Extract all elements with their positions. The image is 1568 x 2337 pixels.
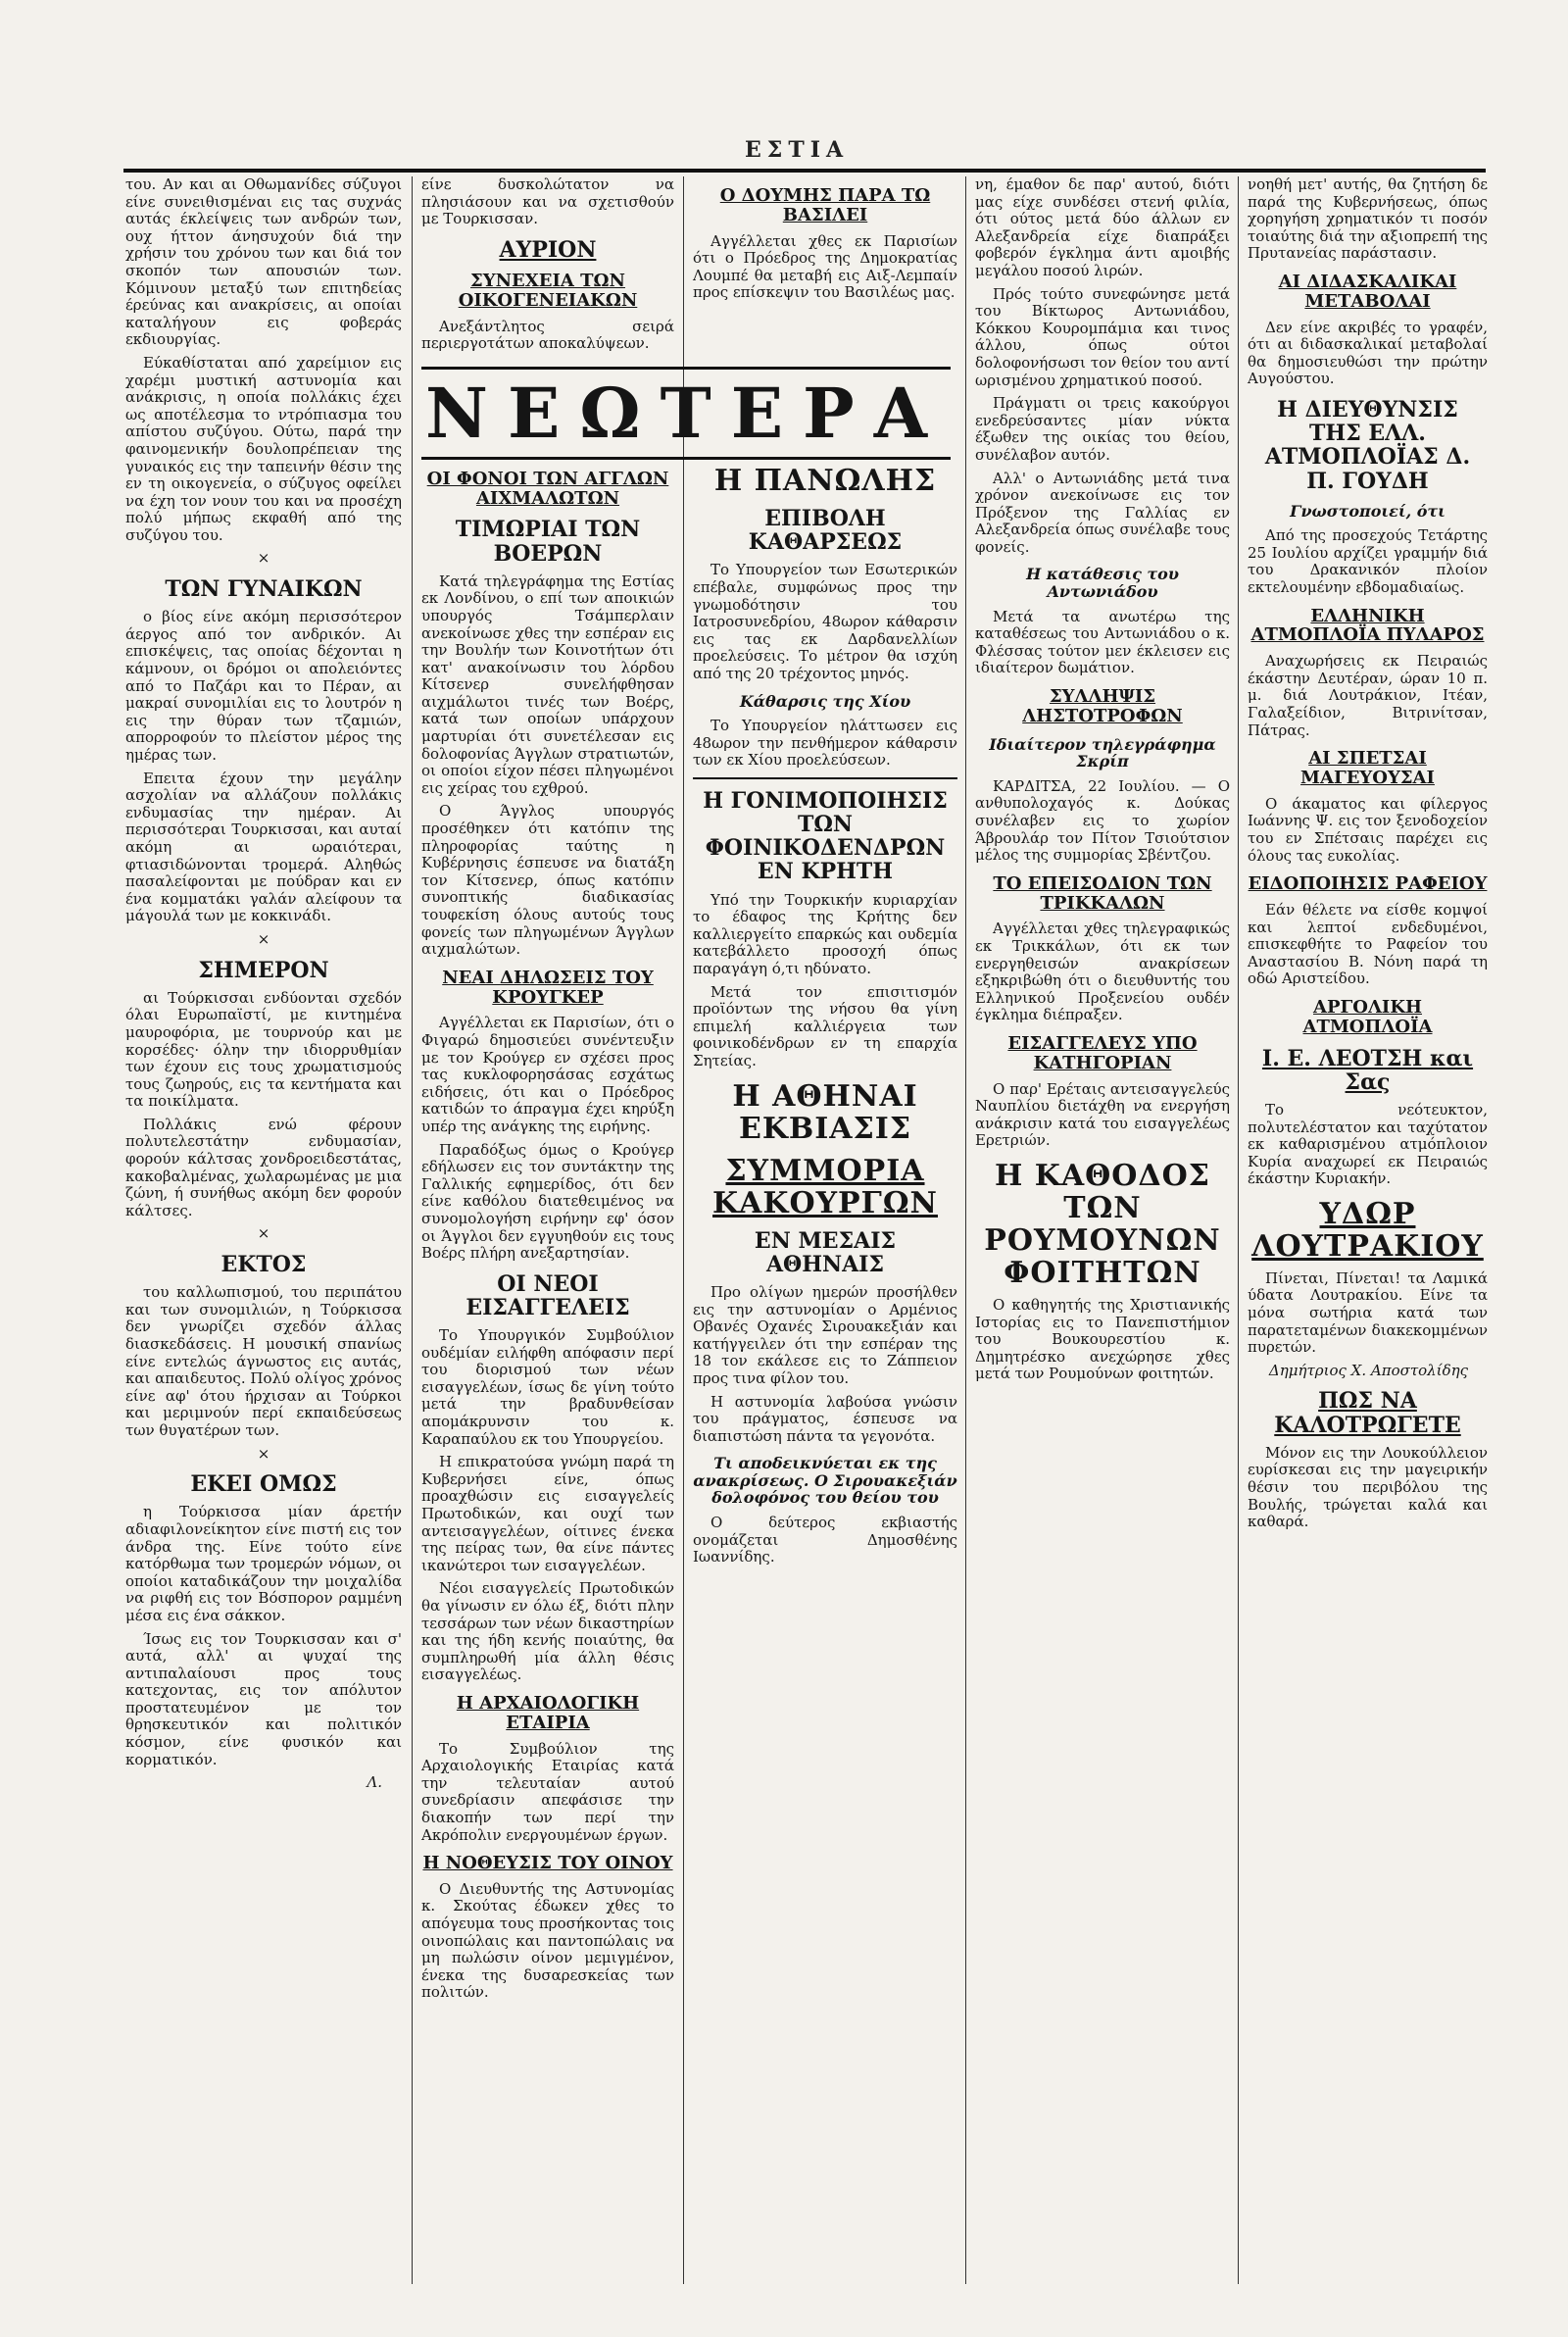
section-heading: ΠΩΣ ΝΑ ΚΑΛΟΤΡΩΓΕΤΕ <box>1274 1388 1461 1438</box>
paragraph: Αλλ' ο Αντωνιάδης μετά τινα χρόνον ανεκοίνωσε εις τον Πρόξενον της Γαλλίας εν Αλεξανδρεία όπως συνέλαβε τους φονείς. <box>975 469 1230 556</box>
paragraph: ΚΑΡΔΙΤΣΑ, 22 Ιουλίου. — Ο ανθυπολοχαγός κ. Δούκας συνέλαβεν εις το χωρίον Άβρουλάρ τον Πίτον Τσιούτσιον μέλος της συμμορίας Σβέντζου. <box>975 776 1230 865</box>
column-4 <box>975 176 1230 2284</box>
section-heading: ΟΙ ΝΕΟΙ ΕΙΣΑΓΓΕΛΕΙΣ <box>466 1270 630 1320</box>
section-heading: Η κατάθεσις του Αντωνιάδου <box>1026 565 1179 602</box>
separator: × <box>257 1444 270 1463</box>
section-heading: ΤΙΜΩΡΙΑΙ ΤΩΝ ΒΟΕΡΩΝ <box>455 517 641 567</box>
paragraph: Ανεξάντλητος σειρά περιεργοτάτων αποκαλύψεων. <box>421 317 674 353</box>
column-3 <box>693 176 957 2284</box>
section-heading: ΕΝ ΜΕΣΑΙΣ ΑΘΗΝΑΙΣ <box>754 1227 897 1277</box>
paragraph: Δεν είνε ακριβές το γραφέν, ότι αι διδασκαλικαί μεταβολαί θα δημοσιευθώσι την πρώτην Αυγούστου. <box>1248 318 1488 388</box>
section-heading: ΣΥΝΕΧΕΙΑ ΤΩΝ ΟΙΚΟΓΕΝΕΙΑΚΩΝ <box>458 270 638 311</box>
signature: Δημήτριος Χ. Αποστολίδης <box>1268 1361 1468 1379</box>
paragraph: Πολλάκις ενώ φέρουν πολυτελεστάτην ενδυμασίαν, φορούν κάλτσας χονδροειδεστάτας, κακοβαλμένας, χωλαρωμένας με μια ζώνη, ή συνήθως ακόμη δεν φορούν κάλτσες. <box>125 1115 402 1219</box>
masthead-fragment: ΕΣΤΙΑ <box>745 137 850 163</box>
separator: × <box>257 929 270 948</box>
paragraph: νοηθή μετ' αυτής, θα ζητήση δε παρά της Κυβερνήσεως, όπως χορηγήση χρηματικόν τι ποσόν τοιαύτης διά την αξιοπρεπή της Πρυτανείας παράστασιν. <box>1248 175 1488 263</box>
signature: Λ. <box>367 1773 382 1792</box>
column-rule <box>683 176 684 2284</box>
section-heading: ΝΕΑΙ ΔΗΛΩΣΕΙΣ ΤΟΥ ΚΡΟΥΓΚΕΡ <box>442 967 654 1008</box>
section-heading: ΥΔΩΡ ΛΟΥΤΡΑΚΙΟΥ <box>1251 1196 1484 1264</box>
paragraph: Πίνεται, Πίνεται! τα Λαμικά ύδατα Λουτρακίου. Είνε τα μόνα σωτήρια κατά των παρατεταμένων διακεκομμένων πυρετών. <box>1248 1268 1488 1357</box>
news-banner-heading: ΝΕΩΤΕΡΑ <box>421 367 951 460</box>
paragraph: Μετά τα ανωτέρω της καταθέσεως του Αντωνιάδου ο κ. Φλέσσας τούτον μεν έκλεισεν εις ιδιαίτερον δωμάτιον. <box>975 607 1230 677</box>
paragraph: Ο καθηγητής της Χριστιανικής Ιστορίας εις το Πανεπιστήμιον του Βουκουρεστίου κ. Δημητρέσκο ανεχώρησε χθες μετά των Ρουμούνων φοιτητών. <box>975 1295 1230 1383</box>
banner-spacer <box>693 308 957 455</box>
paragraph: Προ ολίγων ημερών προσήλθεν εις την αστυνομίαν ο Αρμένιος Οβανές Οχανές Σιρουακεξιάν και κατήγγειλεν ότι την εσπέραν της 18 τον εκάλεσε εις το Ζάππειον προς τινα φίλον του. <box>693 1282 957 1387</box>
section-heading: ΑΥΡΙΟΝ <box>499 236 597 263</box>
paragraph: Εύκαθίσταται από χαρείμιον εις χαρέμι μυστική αστυνομία και ανάκρισις, η οποία πολλάκις έχει ως αποτέλεσμα το ντρόπιασμα του απίστου συζύγου. Ούτω, παρά την φαινομενικήν δουλοπρέπειαν της γυναικός εις την ταπεινήν θέσιν της εν τη οικογενεία, ο σύζυγος οφείλει να έχη τον νουν του και να προσέχη πολύ μήπως εκφαθή από της συζύγου του. <box>125 353 402 544</box>
paragraph: Το Συμβούλιον της Αρχαιολογικής Εταιρίας κατά την τελευταίαν αυτού συνεδρίασιν απεφάσισε την διακοπήν των περί την Ακρόπολιν ενεργουμένων έργων. <box>421 1739 674 1844</box>
paragraph: Το Υπουργείον των Εσωτερικών επέβαλε, συμφώνως προς την γνωμοδότησιν του Ιατροσυνεδρίου, 48ωρον κάθαρσιν εις τας εκ Δαρδανελλίων προελεύσεις. Το μέτρον θα ισχύη από της 20 τρέχοντος μηνός. <box>693 561 957 682</box>
paragraph: Παραδόξως όμως ο Κρούγερ εδήλωσεν εις τον συντάκτην της Γαλλικής εφημερίδος, ότι δεν είνε καθόλου διατεθειμένος να συνομολογήση ειρήνην εφ' όσον οι Άγγλοι δεν εγγυηθούν εις τους Βοέρς πλήρη ανεξαρτησίαν. <box>421 1140 674 1263</box>
paragraph: Το Υπουργικόν Συμβούλιον ουδέμίαν ειλήφθη απόφασιν περί του διορισμού των νέων εισαγγελέων, ίσως δε γίνη τούτο μετά την βραδυνθείσαν απομάκρυνσιν του κ. Καραπαύλου εκ του Υπουργείου. <box>421 1326 674 1448</box>
column-1 <box>125 176 402 2284</box>
column-rule <box>1238 176 1239 2284</box>
section-heading: Η ΚΑΘΟΔΟΣ ΤΩΝ ΡΟΥΜΟΥΝΩΝ ΦΟΙΤΗΤΩΝ <box>984 1158 1221 1290</box>
paragraph: Η αστυνομία λαβούσα γνώσιν του πράγματος, έσπευσε να διαπιστώση πάντα τα γεγονότα. <box>693 1392 957 1445</box>
paragraph: Πράγματι οι τρεις κακούργοι ενεδρεύσαντες μίαν νύκτα έξωθεν της οικίας του θείου, συνέλαβον αυτόν. <box>975 394 1230 464</box>
paragraph: ο βίος είνε ακόμη περισσότερον άεργος από τον ανδρικόν. Αι επισκέψεις, τας οποίας δέχονται η κάμνουν, οι δρόμοι οι απολειόντες από το Παζάρι και το Πέραν, αι μακραί συνομιλίαι εις το λουτρόν η εις την θύραν των τζαμιών, απορροφούν το πλείστον μέρος της ημέρας των. <box>125 608 402 764</box>
section-heading: ΣΥΜΜΟΡΙΑ ΚΑΚΟΥΡΓΩΝ <box>712 1153 938 1220</box>
section-heading: ΣΗΜΕΡΟΝ <box>198 957 329 983</box>
paragraph: Ο δεύτερος εκβιαστής ονομάζεται Δημοσθένης Ιωαννίδης. <box>693 1514 957 1566</box>
section-heading: Ο ΔΟΥΜΗΣ ΠΑΡΑ ΤΩ ΒΑΣΙΛΕΙ <box>719 185 931 225</box>
paragraph: Ο παρ' Ερέταις αντεισαγγελεύς Ναυπλίου διετάχθη να ενεργήση ανάκρισιν κατά του εισαγγελέως Ερετριών. <box>975 1079 1230 1150</box>
column-5 <box>1248 176 1488 2284</box>
section-heading: ΕΚΤΟΣ <box>220 1252 307 1278</box>
section-heading: ΑΙ ΔΙΔΑΣΚΑΛΙΚΑΙ ΜΕΤΑΒΟΛΑΙ <box>1278 271 1457 312</box>
section-subheading: Ιδιαίτερον τηλεγράφημα Σκρίπ <box>989 734 1216 771</box>
section-heading: Η ΔΙΕΥΘΥΝΣΙΣ ΤΗΣ ΕΛΛ. ΑΤΜΟΠΛΟΪΑΣ Δ. Π. ΓΟΥΔΗ <box>1264 396 1471 494</box>
paragraph: Από της προσεχούς Τετάρτης 25 Ιουλίου αρχίζει γραμμήν διά του Δρακανικόν πλοίον εκτελουμένην εβδομαδιαίως. <box>1248 526 1488 597</box>
paragraph: νη, έμαθον δε παρ' αυτού, διότι μας είχε συνδέσει στενή φιλία, ότι ούτος μετά δύο άλλων εν Αλεξανδρεία είχε διαπράξει φοβερόν έγκλημα άντι αμοιβής μεγάλου ποσού λιρών. <box>975 175 1230 279</box>
paragraph: Το νεότευκτον, πολυτελέστατον και ταχύτατον εκ καθαρισμένου ατμόπλοιον Κυρία αναχωρεί εκ Πειραιώς έκάστην Κυριακήν. <box>1248 1100 1488 1188</box>
paragraph: αι Τούρκισσαι ενδύονται σχεδόν όλαι Ευρωπαϊστί, με κιντημένα μαυροφόρια, με τουρνούρ και με κορσέδες· όλην την ιδιορρυθμίαν των έχουν εις τους χρωματισμούς τους ζωηρούς, εις τα κεντήματα και τα ποικίλματα. <box>125 988 402 1111</box>
separator: × <box>257 1224 270 1243</box>
paragraph: Υπό την Τουρκικήν κυριαρχίαν το έδαφος της Κρήτης δεν καλλιεργείτο επαρκώς και ουδεμία κατεβάλλετο προσοχή όπως παραγάγη ό,τι ηδύνατο. <box>693 890 957 977</box>
section-heading: Κάθαρσις της Χίου <box>739 691 911 711</box>
paragraph: Κατά τηλεγράφημα της Εστίας εκ Λονδίνου, ο επί των αποικιών υπουργός Τσάμπερλαιν ανεκοίνωσε χθες την εσπέραν εις την Βουλήν των Κοινοτήτων ότι κατ' ανακοίνωσιν του λόρδου Κίτσενερ συνελήφθησαν αιχμάλωτοι τινές των Βοέρς, κατά των οποίων υπάρχουν μαρτυρίαι ότι συνετέλεσαν εις δολοφονίας Άγγλων στρατιωτών, οι οποίοι είχον πέσει πληγωμένοι εις χείρας του εχθρού. <box>421 572 674 797</box>
section-heading: ΣΥΛΛΗΨΙΣ ΛΗΣΤΟΤΡΟΦΩΝ <box>1022 686 1183 726</box>
paragraph: Μόνον εις την Λουκούλλειον ευρίσκεσαι εις την μαγειρικήν θέσιν του περιβόλου της Βουλής, τρώγεται καλά και καθαρά. <box>1248 1443 1488 1531</box>
section-heading: Η ΝΟΘΕΥΣΙΣ ΤΟΥ ΟΙΝΟΥ <box>422 1853 673 1874</box>
paragraph: Αγγέλλεται εκ Παρισίων, ότι ο Φιγαρώ δημοσιεύει συνέντευξιν με τον Κρούγερ εν σχέσει προς τας κυκλοφορησάσας εσχάτως ειδήσεις, ότι και ο Πρόεδρος κατιδών το άπραγμα έχει κηρύξη υπέρ της ανάγκης της ειρήνης. <box>421 1014 674 1135</box>
section-heading: ΕΠΙΒΟΛΗ ΚΑΘΑΡΣΕΩΣ <box>748 505 903 556</box>
column-rule <box>965 176 966 2284</box>
paragraph: είνε δυσκολώτατον να πλησιάσουν και να σχετισθούν με Τουρκισσαν. <box>421 175 674 228</box>
paragraph: του. Αν και αι Οθωμανίδες σύζυγοι είνε συνειθισμέναι εις τας συχνάς αυτάς έκλείψεις των ανδρών των, ουχ ήττον άνησυχούν διά την χρήσιν του χρόνου των και διά τον σκοπόν των απουσιών των. Κόμινουν μεταξύ των επιτηδείας έρεύνας και ανακρίσεις, αι οποίαι καταλήγουν εις φοβεράς εκδιουργίας. <box>125 175 402 349</box>
section-heading: ΤΩΝ ΓΥΝΑΙΚΩΝ <box>165 576 363 603</box>
paragraph: Ο Διευθυντής της Αστυνομίας κ. Σκούτας έδωκεν χθες το απόγευμα τους προσήκοντας τοις οινοπώλαις και παντοπώλαις να μη πωλώσιν οίνον μεμιγμένον, ένεκα της δυσαρεσκείας των πολιτών. <box>421 1879 674 2002</box>
paragraph: Ο Άγγλος υπουργός προσέθηκεν ότι κατόπιν της πληροφορίας ταύτης η Κυβέρνησις έσπευσε να διατάξη τον Κίτσενερ, όπως κατόπιν συνοπτικής διαδικασίας τουφεκίση όλους αυτούς τους φονείς των πληγωμένων Άγγλων αιχμαλώτων. <box>421 802 674 959</box>
section-subheading: Γνωστοποιεί, ότι <box>1290 501 1446 521</box>
paragraph: Το Υπουργείον ηλάττωσεν εις 48ωρον την πενθήμερον κάθαρσιν των εκ Χίου προελεύσεων. <box>693 717 957 770</box>
section-heading: ΑΙ ΣΠΕΤΣΑΙ ΜΑΓΕΥΟΥΣΑΙ <box>1300 748 1435 789</box>
paragraph: Νέοι εισαγγελείς Πρωτοδικών θα γίνωσιν εν όλω έξ, διότι πλην τεσσάρων των νέων δικαστηρίων και της ήδη κενής ποιαύτης, θα συμπληρωθή μία άλλη θέσις εισαγγελέως. <box>421 1579 674 1684</box>
section-heading: Η ΑΘΗΝΑΙ ΕΚΒΙΑΣΙΣ <box>732 1078 918 1146</box>
paragraph: Εάν θέλετε να είσθε κομψοί και λεπτοί ενδεδυμένοι, επισκεφθήτε το Ραφείον του Αναστασίου Β. Νόνη παρά τη οδώ Αριστείδου. <box>1248 900 1488 988</box>
section-heading: ΟΙ ΦΟΝΟΙ ΤΩΝ ΑΓΓΛΩΝ ΑΙΧΜΑΛΩΤΩΝ <box>426 468 669 509</box>
paragraph: Αναχωρήσεις εκ Πειραιώς έκάστην Δευτέραν, ώραν 10 π. μ. διά Λουτράκιον, Ιτέαν, Γαλαξείδιον, Βιτρινίτσαν, Πάτρας. <box>1248 652 1488 739</box>
paragraph: Η επικρατούσα γνώμη παρά τη Κυβερνήσει είνε, όπως προαχθώσιν εις εισαγγελείς Πρωτοδικών, και ουχί των αντεισαγγελέων, οίτινες ένεκα της πείρας των, θα είνε πάντες ικανώτεροι των εισαγγελέων. <box>421 1453 674 1574</box>
section-heading: ΕΛΛΗΝΙΚΗ ΑΤΜΟΠΛΟΪΑ ΠΥΛΑΡΟΣ <box>1250 605 1485 646</box>
section-heading: ΤΟ ΕΠΕΙΣΟΔΙΟΝ ΤΩΝ ΤΡΙΚΚΑΛΩΝ <box>993 872 1212 914</box>
section-heading: Τι αποδεικνύεται εκ της ανακρίσεως. Ο Σιρουακεξιάν δολοφόνος του θείου του <box>693 1454 957 1508</box>
section-heading: ΕΚΕΙ ΟΜΩΣ <box>190 1471 337 1498</box>
section-heading: Η ΠΑΝΩΛΗΣ <box>713 463 937 498</box>
section-heading: ΑΡΓΟΛΙΚΗ ΑΤΜΟΠΛΟΪΑ <box>1302 996 1433 1037</box>
separator: × <box>257 549 270 568</box>
paragraph: Επειτα έχουν την μεγάλην ασχολίαν να αλλάζουν πολλάκις ενδυμασίας την ημέραν. Αι περισσότεραι Τουρκισσαι, και αυταί ακόμη αι ωραιότεραι, φτιασιδώνονται τρομερά. Αληθώς πασαλείφονται με πούδραν και εν ένα κομματάκι γαλάν αλείφουν τα μάγουλά των με κοκκινάδι. <box>125 769 402 925</box>
paragraph: η Τούρκισσα μίαν άρετήν αδιαφιλονείκητον είνε πιστή εις τον άνδρα της. Είνε τούτο είνε κατόρθωμα των τρομερών νόμων, οι οποίοι καταδικάζουν την μοιχαλίδα να ριφθή εις τον Βόσπορον ραμμένη μέσα εις ένα σάκκον. <box>125 1503 402 1624</box>
section-heading: Η ΑΡΧΑΙΟΛΟΓΙΚΗ ΕΤΑΙΡΙΑ <box>456 1692 640 1733</box>
section-heading: Η ΓΟΝΙΜΟΠΟΙΗΣΙΣ ΤΩΝ ΦΟΙΝΙΚΟΔΕΝΔΡΩΝ ΕΝ ΚΡΗΤΗ <box>703 787 948 885</box>
paragraph: Αγγέλλεται χθες εκ Παρισίων ότι ο Πρόεδρος της Δημοκρατίας Λουμπέ θα μεταβή εις Αιξ-Λεμπαίν προς επίσκεψιν του Βασιλέως μας. <box>693 231 957 302</box>
paragraph: του καλλωπισμού, του περιπάτου και των συνομιλιών, η Τούρκισσα δεν γνωρίζει σχεδόν άλλας διασκεδάσεις. Η μουσική σπανίως είνε εντελώς άγνωστος εις αυτάς, και απαιδευτος. Πολύ ολίγος χρόνος είνε αφ' ότου ήρχισαν αι Τούρκοι και μεριμνούν περί εκπαιδεύσεως των θυγατέρων των. <box>125 1283 402 1439</box>
section-heading: ΕΙΣΑΓΓΕΛΕΥΣ ΥΠΟ ΚΑΤΗΓΟΡΙΑΝ <box>1007 1032 1198 1073</box>
paragraph: Αγγέλλεται χθες τηλεγραφικώς εκ Τρικκάλων, ότι εκ των ενεργηθεισών ανακρίσεων εξηκριβώθη ότι ο διευθυντής του Ελληνικού Προξενείου ουδέν έγκλημα διέπραξεν. <box>975 920 1230 1024</box>
section-heading: Ι. Ε. ΛΕΟΤΣΗ και Σας <box>1261 1045 1474 1095</box>
section-heading: ΕΙΔΟΠΟΙΗΣΙΣ ΡΑΦΕΙΟΥ <box>1248 873 1488 895</box>
paragraph: Ο άκαματος και φίλεργος Ιωάννης Ψ. εις τον ξενοδοχείον του εν Σπέτσαις παρέχει εις όλους τας ευκολίας. <box>1248 794 1488 865</box>
paragraph: Μετά τον επισιτισμόν προϊόντων της νήσου θα γίνη επιμελή καλλιέργεια των φοινικοδένδρων εν τη επαρχία Σητείας. <box>693 982 957 1069</box>
paragraph: Ίσως εις τον Τουρκισσαν και σ' αυτά, αλλ' αι ψυχαί της αντιπαλαίουσι προς τους κατεχοντας, εις τον απόλυτον προστατευμένον με τον θρησκευτικόν και πολιτικόν κόσμον, είνε φυσικόν και κορματικόν. <box>125 1629 402 1768</box>
column-rule <box>412 176 413 2284</box>
divider <box>693 777 957 779</box>
paragraph: Πρός τούτο συνεφώνησε μετά του Βίκτωρος Αντωνιάδου, Κόκκου Κουρομπάμια και τινος άλλου, όπως ούτοι δολοφονήσωσι τον θείον του αντί ωρισμένου χρηματικού ποσού. <box>975 284 1230 389</box>
